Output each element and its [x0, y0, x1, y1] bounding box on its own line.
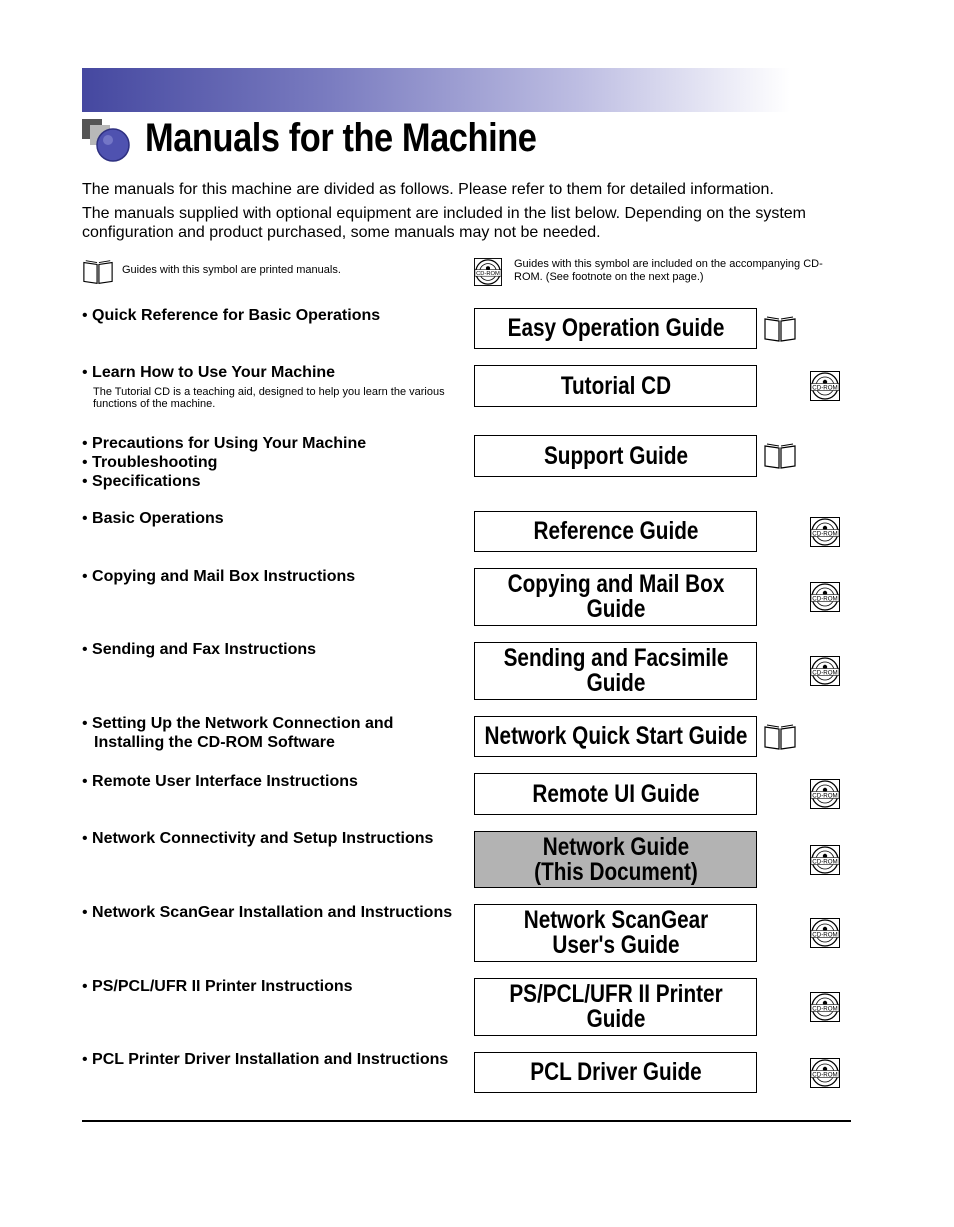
topic-list: [82, 1050, 462, 1069]
topic-item: • Quick Reference for Basic Operations: [82, 306, 462, 325]
topic-item: • PS/PCL/UFR II Printer Instructions: [82, 977, 462, 996]
svg-text:CD-ROM: CD-ROM: [812, 857, 838, 865]
guide-title: Reference Guide: [533, 517, 698, 545]
guide-title: PCL Driver Guide: [529, 1058, 702, 1086]
legend-cdrom-text: Guides with this symbol are included on the accompanying CD-ROM. (See footnote on the next page.): [514, 258, 823, 283]
cd-rom-icon: [810, 582, 840, 612]
guide-box[interactable]: [474, 716, 757, 757]
cd-rom-icon: [810, 517, 840, 547]
guide-title: Network Guide (This Document): [533, 832, 698, 886]
cd-rom-icon: [810, 779, 840, 809]
svg-text:CD-ROM: CD-ROM: [812, 1070, 838, 1078]
guide-box[interactable]: [474, 1052, 757, 1093]
topic-group: [82, 977, 462, 996]
topic-group: [82, 829, 462, 848]
svg-text:CD-ROM: CD-ROM: [476, 271, 500, 278]
svg-text:CD-ROM: CD-ROM: [812, 931, 838, 939]
legend-printed-text: Guides with this symbol are printed manuals.: [122, 264, 341, 276]
topic-list: [82, 306, 462, 325]
topic-group: [82, 509, 462, 528]
section-bullet-icon: [82, 119, 130, 163]
topic-item: • Learn How to Use Your Machine: [82, 363, 462, 382]
guide-title: Copying and Mail Box Guide: [507, 570, 724, 623]
topic-group: [82, 640, 462, 659]
topic-list: [82, 567, 462, 586]
guide-title: PS/PCL/UFR II Printer Guide: [508, 980, 723, 1033]
svg-text:CD-ROM: CD-ROM: [812, 792, 838, 800]
open-book-icon: [763, 442, 797, 470]
guide-box[interactable]: [474, 904, 757, 962]
topic-item: • Specifications: [82, 472, 462, 491]
topic-item: • Troubleshooting: [82, 453, 462, 472]
topic-item: • Basic Operations: [82, 509, 462, 528]
open-book-icon: [763, 315, 797, 343]
cd-rom-icon: [810, 371, 840, 401]
guide-box[interactable]: [474, 978, 757, 1036]
topic-group: [82, 772, 462, 791]
topic-group: [82, 903, 462, 922]
guide-title: Remote UI Guide: [531, 779, 700, 808]
topic-list: [82, 772, 462, 791]
topic-group: [82, 434, 462, 491]
topic-item: • Setting Up the Network Connection and Installing the CD-ROM Software: [82, 714, 462, 752]
topic-list: [82, 509, 462, 528]
topic-item: • Network ScanGear Installation and Instructions: [82, 903, 462, 922]
page-title: Manuals for the Machine: [145, 116, 537, 160]
guide-box[interactable]: [474, 435, 757, 477]
topic-item: • Precautions for Using Your Machine: [82, 434, 462, 453]
topic-group: [82, 363, 462, 410]
cd-rom-icon: [474, 258, 502, 286]
open-book-icon: [82, 258, 114, 286]
header-banner: [82, 68, 790, 112]
cd-rom-icon: [810, 845, 840, 875]
topic-item: • Sending and Fax Instructions: [82, 640, 462, 659]
cd-rom-icon: [810, 918, 840, 948]
svg-text:CD-ROM: CD-ROM: [812, 1005, 838, 1013]
cd-rom-icon: [810, 992, 840, 1022]
topic-group: [82, 306, 462, 325]
svg-text:CD-ROM: CD-ROM: [812, 595, 838, 603]
guide-title: Tutorial CD: [560, 371, 671, 400]
open-book-icon: [763, 723, 797, 751]
topic-item: • Remote User Interface Instructions: [82, 772, 462, 791]
svg-text:CD-ROM: CD-ROM: [812, 384, 838, 392]
guide-box[interactable]: [474, 365, 757, 407]
topic-note: The Tutorial CD is a teaching aid, designed to help you learn the various functions of the machine.: [93, 386, 445, 410]
topic-item: • Copying and Mail Box Instructions: [82, 567, 462, 586]
topic-item: • PCL Printer Driver Installation and Instructions: [82, 1050, 462, 1069]
cd-rom-icon: [810, 1058, 840, 1088]
topic-list: [82, 829, 462, 848]
topic-list: [82, 714, 462, 752]
svg-text:CD-ROM: CD-ROM: [812, 669, 838, 677]
guide-box[interactable]: [474, 831, 757, 888]
guide-title: Easy Operation Guide: [507, 314, 724, 342]
topic-group: [82, 714, 462, 752]
topic-list: [82, 434, 462, 491]
topic-list: [82, 363, 462, 382]
footer-rule: [82, 1120, 851, 1122]
intro-paragraph-1: The manuals for this machine are divided as follows. Please refer to them for detailed information.: [82, 181, 774, 198]
intro-paragraph-2: The manuals supplied with optional equipment are included in the list below. Depending on the system configuration and product purchased, some manuals may not be needed.: [82, 205, 806, 241]
guide-title: Support Guide: [543, 441, 688, 470]
guide-box[interactable]: [474, 568, 757, 626]
guide-box[interactable]: [474, 511, 757, 552]
guide-title: Sending and Facsimile Guide: [503, 644, 728, 697]
topic-list: [82, 977, 462, 996]
topic-item: • Network Connectivity and Setup Instructions: [82, 829, 462, 848]
guide-title: Network Quick Start Guide: [484, 722, 747, 750]
guide-box[interactable]: [474, 308, 757, 349]
topic-list: [82, 903, 462, 922]
topic-group: [82, 1050, 462, 1069]
cd-rom-icon: [810, 656, 840, 686]
svg-text:CD-ROM: CD-ROM: [812, 529, 838, 537]
guide-box[interactable]: [474, 773, 757, 815]
topic-group: [82, 567, 462, 586]
guide-box[interactable]: [474, 642, 757, 700]
topic-list: [82, 640, 462, 659]
guide-title: Network ScanGear User's Guide: [523, 906, 708, 959]
